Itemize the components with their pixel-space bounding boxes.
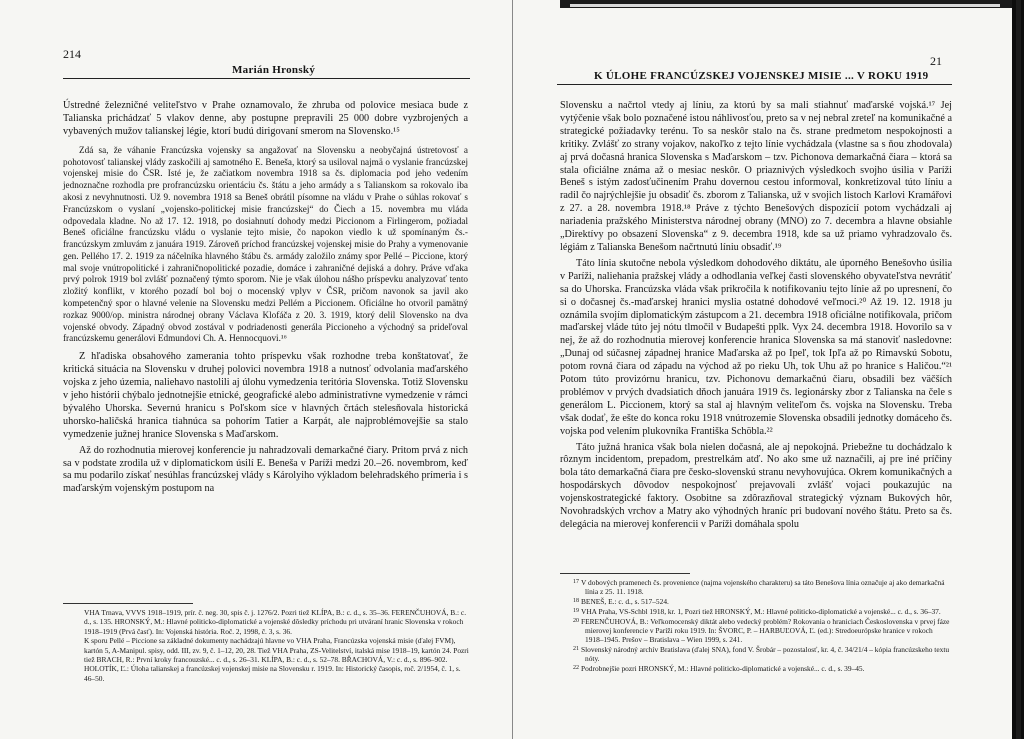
footnote-text: VHA Praha, VS-Schbl 1918, kr. 1, Pozri tiež HRONSKÝ, M.: Hlavné politicko-diplomatické a vojenské... c. d., s. 36–37. (581, 606, 941, 616)
right-page (513, 8, 1012, 739)
footnote (573, 645, 953, 664)
footnote-text: FERENČUHOVÁ, B.: Veľkomocenský diktát alebo vedecký problém? Rokovania o hraniciach Československa v prvej fáze mierovej konferencie v Paríži roku 1919. In: ŠVORC, P. – HARBUĽOVÁ, Ľ. (ed.): Stredoeurópske hranice v rokoch 1918–1945. Prešov – Bratislava – Wien 1999, s. 241. (581, 616, 950, 645)
footnote: K sporu Pellé – Piccione sa základné dokumenty nachádzajú hlavne vo VHA Praha, Francúzska vojenská misie (ďalej FVM), kartón 5, A-Manipul. spisy, odd. III, zv. 9, č. 1–12, 20, 28. Tiež VHA Praha, ZS-Velitelství, italská mise 1918–19, kartón 24. Pozri tiež BRACH, R.: První kroky francouzské... c. d., s. 26–31. KLÍPA, B.: c. d., s. 52–78. BŘACHOVÁ, V.: c. d., s. 896–902. HOLOTÍK, Ľ.: Úloha talianskej a francúzskej vojenskej misie na Slovensku r. 1919. In: Historický časopis, roč. 2/1954, č. 1, s. 46–50. (84, 636, 469, 683)
footnote-text: BENEŠ, E.: c. d., s. 517–524. (581, 597, 669, 607)
paragraph: Táto južná hranica však bola nielen dočasná, ale aj nepokojná. Priebežne tu dochádzalo k rôznym incidentom, prepadom, prestrelkám atď. No ako sme už naznačili, aj pre iné príčiny bola táto demarkačná čiara pre česko-slovenskú stranu nevyhovujúca. Okrem komunikačných a hospodárskych dôvodov nespokojnosť prejavovali zvlášť vojaci poukazujúc na vojenskostrategické faktory. Osobitne sa zdôrazňoval strategický význam Bukových hôr, Novohradských vrchov a Matry ako výhodných hraníc pri budovaní nového štátu. Preto sa čs. delegácia na mierovej konferencii v Paríži domáhala spolu (560, 441, 952, 530)
footnote-number: 21 (573, 646, 579, 653)
paragraph: Táto línia skutočne nebola výsledkom dohodového diktátu, ale úporného Benešovho úsilia v Paríži, naliehania pražskej vlády a odhodlania veľkej časti slovenského obyvateľstva nevrátiť sa do Uhorska. Francúzska vláda však prikročila k notifikovaniu tejto línie až po upresnení, čo si o dočasnej čs.-maďarskej hranici myslia ostatné dohodové veľmoci.²⁰ Až 19. 12. 1918 ju oznámila svojím diplomatickým zástupcom a 21. decembra 1918 oficiálne notifikovala, pričom maďarskej vláde túto jej nótu tlmočil v Budapešti pplk. Vyx 24. decembra 1918. Hovorilo sa v nej, že až do rozhodnutia mierovej konferencie hranica Slovenska sa má stanoviť nasledovne: „Dunaj od súčasnej západnej hranice Maďarska až po Ipeľ, tok Ipľa až po Rimavskú Sobotu, potom rovná čiara od západu na východ až po rieku Uh, tok Uhu až po hranice s Haličou.“²¹ Potom túto provizórnu hranicu, tzv. Pichonovu demarkačnú čiaru, obsadili bez väčších problémov v prvých dvadsiatich dňoch januára 1919 čs. legionársky zbor z Talianska na čele s generálom L. Piccionem, ktorý sa stal aj hlavným veliteľom čs. vojska na Slovensku. Treba však dodať, že ešte do konca roku 1918 vnútrozemie Slovenska obsadili jednotky domáceho čs. vojska pod velením plukovníka Františka Schöbla.²² (560, 257, 952, 437)
page-number: 214 (63, 47, 81, 61)
footnote (573, 607, 953, 616)
left-footnotes (84, 608, 469, 683)
footnote-number: 18 (573, 598, 579, 605)
running-head: Marián Hronský (232, 64, 316, 76)
footnote-rule (560, 573, 690, 574)
scan-right-edge (1012, 0, 1024, 739)
page-number: 21 (930, 54, 942, 68)
footnote-rule (63, 603, 193, 604)
footnote-number: 20 (573, 617, 579, 624)
left-body (63, 100, 468, 499)
right-footnotes (573, 578, 953, 674)
footnote (573, 664, 953, 673)
paragraph: Ústredné železničné veliteľstvo v Prahe oznamovalo, že zhruba od polovice mesiaca bude z Talianska prichádzať 5 vlakov denne, aby postupne prepravili 25 000 dobre vyzbrojených a vybavených mužov talianskej légie, ktorí budú dirigovaní smerom na Slovensko.¹⁵ (63, 100, 468, 137)
footnote (573, 597, 953, 606)
scan-edge-band (1016, 0, 1021, 739)
paragraph: Slovensku a načrtol vtedy aj líniu, za ktorú by sa mali stiahnuť maďarské vojská.¹⁷ Jej vytýčenie však bolo poznačené istou náhlivosťou, preto sa v nej nebral zreteľ na komunikačné a strategické požiadavky terénu. To sa neskôr stalo na čs. strane predmetom nespokojnosti a kritiky. Zvlášť zo strany vojakov, nakoľko z tejto línie vychádzala (vlastne sa s ňou zhodovala) aj prvá dočasná hranica Slovenska s Maďarskom – tzv. Pichonova demarkačná čiara – ktorá sa stala oficiálne známa až o mesiac neskôr. O priaznivých výsledkoch svojho úsilia v Paríži Beneš s istým zadosťučinením Prahu dovernou cestou informoval, konkretizoval túto líniu a radil čo najrýchlejšie ju obsadiť čs. zborom z Talianska, už v svojich listoch Karlovi Kramářovi z 27. a 28. novembra 1918.¹⁸ Práve z týchto Benešových dispozícií potom vychádzali aj nariadenia pražského Ministerstva národnej obrany (MNO) zo 7. decembra a hlavne obsiahle „Direktívy po obsazení Slovenska“ z 9. decembra 1918, kde sa už priamo vyhradzovalo čs. légiám z Talianska Benešom načrtnutú líniu obsadiť.¹⁹ (560, 100, 952, 253)
footnote (573, 578, 953, 597)
footnote-number: 19 (573, 607, 579, 614)
footnote-number: 22 (573, 665, 579, 672)
footnote (573, 617, 953, 645)
scan-top-highlight (570, 4, 1000, 7)
paragraph: Z hľadiska obsahového zamerania tohto príspevku však rozhodne treba konštatovať, že kritická situácia na Slovensku v druhej polovici novembra 1918 a nutnosť odvolania maďarského vojska z jeho územia, naliehavo nastolili aj úlohu vymedzenia teritória Slovenska. Totiž Slovensku v jeho histórii chýbalo jednotnejšie etnické, geografické alebo administratívne vymedzenie v rámci bývalého Uhorska. Severnú hranicu s Poľskom síce v hlavných črtách stelesňovala historická uhorsko-haličská hranica tiahnúca sa pohorím Tatier a Karpát, ale najproblémovejšie sa stalo vymedzenie južnej hranice Slovenska s Maďarskom. (63, 351, 468, 440)
header-rule (63, 78, 470, 79)
paragraph: Až do rozhodnutia mierovej konferencie ju nahradzovali demarkačné čiary. Pritom prvá z nich sa v podstate zrodila už v diplomatickom úsilí E. Beneša v Paríži medzi 20.–26. novembrom, keď sa mu podarilo získať nesúhlas francúzskej vlády s Károlyiho výkladom belehradského prímeria i s maďarským vojenským postupom na (63, 444, 468, 495)
footnote-number: 17 (573, 579, 579, 585)
paragraph: Zdá sa, že váhanie Francúzska vojensky sa angažovať na Slovensku a neobyčajná ústretovosť a pohotovosť talianskej vlády zaskočili aj samotného E. Beneša, ktorý sa usiloval najmä o vyslanie francúzskej vojenskej misie do ČSR. Isté je, že začiatkom novembra 1918 sa čs. diplomacia pod jeho vedením jednoznačne rozhodla pre profrancúzsku orientáciu čs. štátu a jeho armády a s Talianskom sa rokovalo iba akosi z nevyhnutnosti. Už 9. novembra 1918 sa Beneš obrátil písomne na vládu v Prahe o súhlas rokovať s Francúzskom o vyslaní „vojensko-politickej misie francúzskej“ do Čiech a 15. novembra mu vláda odpovedala kladne. No až 17. 12. 1918, po dosiahnutí dohody medzi Piccionom a Firlingerom, požiadal Beneš oficiálne francúzsku vládu o vyslanie tejto misie, čo napokon viedlo k už spomínaným čs.-francúzskym zmluvám z januára 1919. Zároveň príchod francúzskej vojenskej misie do Prahy a vymenovanie gen. Pellého 17. 2. 1919 za náčelníka hlavného štábu čs. armády založilo známy spor Pellé – Piccione, ktorý mal svoje vnútropolitické i zahraničnopolitické pozadie, domáce i zahraničné dejiská a dohry. Práve vďaka prvý polrok 1919 bol zvlášť poznačený týmto sporom. Nie je však úlohou nášho príspevku analyzovať tento zložitý konflikt, v ktorého pozadí bol boj o mocenský vplyv v ČSR, pričom navonok sa javil ako kompetenčný spor o hlavné velenie na Slovensku medzi Pellém a Piccionem. Oficiálne ho otvoril pamätný rozkaz 9000/op. ministra národnej obrany Václava Klofáča z 20. 3. 1919, ktorý delil Slovensko na dva vojenské obvody. Západný obvod zostával v podriadenosti generála Piccioneho a východný sa prideľoval francúzskemu generálovi Edmundovi Ch. A. Hennocquovi.¹⁶ (63, 144, 468, 344)
footnote-text: Podrobnejšie pozri HRONSKÝ, M.: Hlavné politicko-diplomatické a vojenské... c. d., s. 39–45. (581, 664, 865, 674)
footnote: VHA Trnava, VVVS 1918–1919, prír. č. neg. 30, spis č. j. 1276/2. Pozri tiež KLÍPA, B.: c. d., s. 35–36. FERENČUHOVÁ, B.: c. d., s. 135. HRONSKÝ, M.: Hlavné politicko-diplomatické a vojenské dôsledky príchodu pri utváraní hranic Slovenska v rokoch 1918–1919 (Prvá časť). In: Vojenská história. Roč. 2, 1998, č. 3, s. 36. (84, 608, 467, 636)
footnote-text: V dobových pramenech čs. provenience (najma vojenského charakteru) sa táto Benešova línia označuje aj ako demarkačná línia z 25. 11. 1918. (581, 578, 945, 597)
right-body (560, 100, 952, 535)
header-rule (557, 84, 952, 85)
left-page (0, 8, 513, 739)
running-head: K ÚLOHE FRANCÚZSKEJ VOJENSKEJ MISIE ... V ROKU 1919 (594, 70, 929, 82)
footnote-text: Slovenský národný archív Bratislava (ďalej SNA), fond V. Šrobár – pozostalosť, kr. 4, č. 34/21/4 – kópia francúzskeho textu nóty. (581, 645, 950, 664)
